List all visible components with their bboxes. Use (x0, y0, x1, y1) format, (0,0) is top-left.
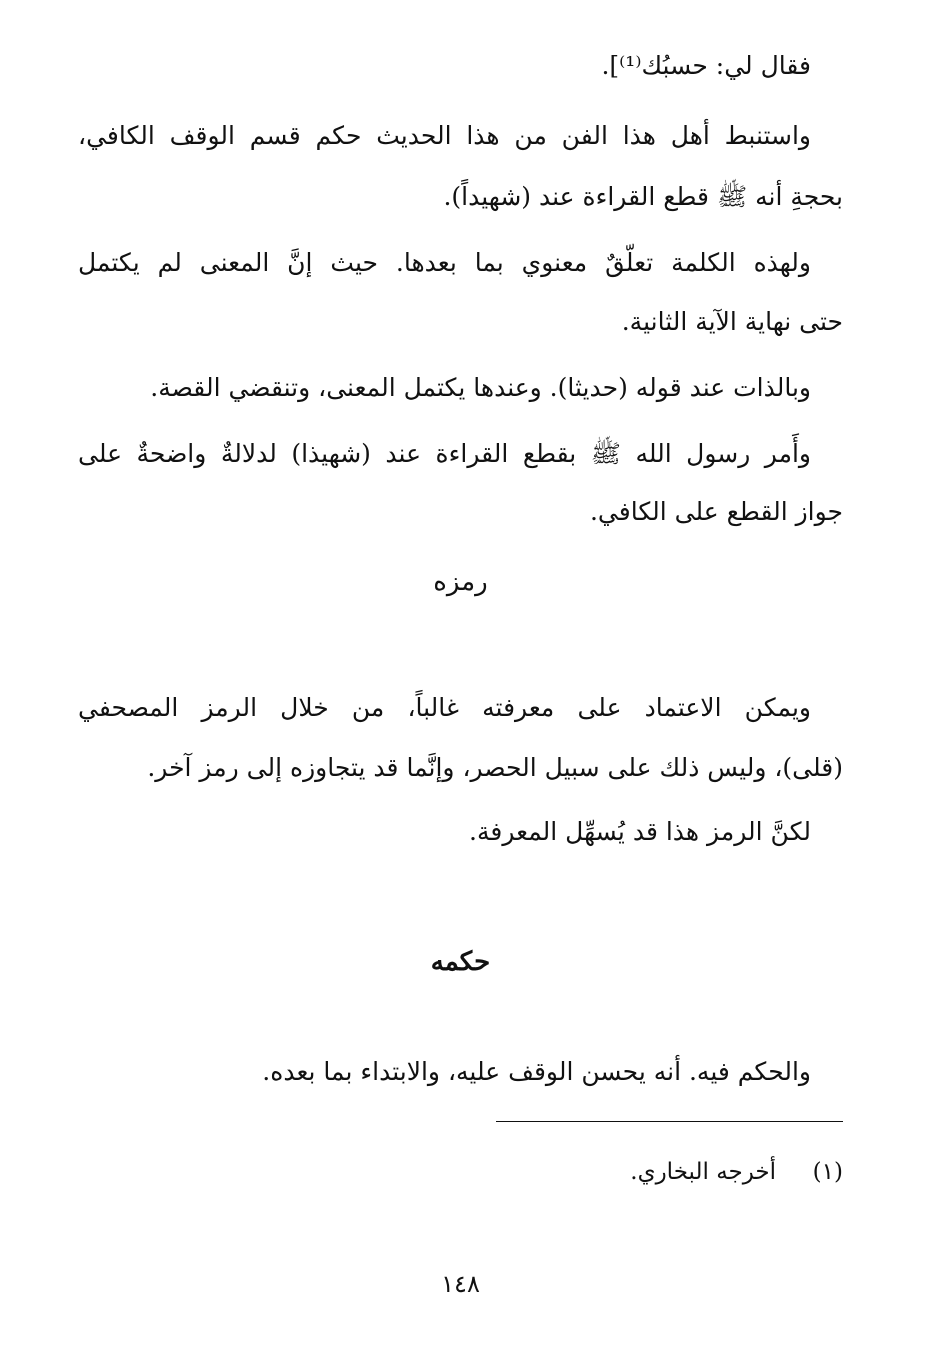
paragraph-5-line-1: وأَمر رسول الله ﷺ بقطع القراءة عند (شهيذا) لدلالةٌ واضحةٌ على (78, 439, 811, 468)
footnote-divider (496, 1121, 843, 1122)
section-1-line-2: (قلى)، وليس ذلك على سبيل الحصر، وإنَّما قد يتجاوزه إلى رمز آخر. (147, 753, 843, 782)
footnote (78, 1152, 843, 1192)
section-1-line-3: لكنَّ الرمز هذا قد يُسهِّل المعرفة. (469, 817, 811, 846)
paragraph-4-line-1: وبالذات عند قوله (حديثا). وعندها يكتمل المعنى، وتنقضي القصة. (150, 373, 811, 402)
paragraph-1-line-1 (78, 46, 843, 86)
footnote-marker: (١) (812, 1159, 843, 1185)
section-heading-ruling: حكمه (430, 947, 491, 977)
section-2-line-1: والحكم فيه. أنه يحسن الوقف عليه، والابتداء بما بعده. (262, 1057, 811, 1086)
paragraph-2-line-1: واستنبط أهل هذا الفن من هذا الحديث حكم قسم الوقف الكافي، (78, 121, 811, 150)
section-1-line-1: ويمكن الاعتماد على معرفته غالباً، من خلال الرمز المصحفي (78, 693, 811, 722)
paragraph-2-line-2: بحجةِ أنه ﷺ قطع القراءة عند (شهيداً). (443, 182, 843, 211)
section-heading-symbol: رمزه (433, 567, 488, 597)
paragraph-3-line-2: حتى نهاية الآية الثانية. (621, 307, 843, 336)
page-number: ١٤٨ (441, 1270, 480, 1298)
paragraph-5-line-2: جواز القطع على الكافي. (589, 497, 843, 526)
paragraph-3-line-1: ولهذه الكلمة تعلّقٌ معنوي بما بعدها. حيث إنَّ المعنى لم يكتمل (78, 248, 811, 277)
text: فقال لي: حسبُك⁽¹⁾]. (601, 51, 811, 80)
footnote-text: أخرجه البخاري. (630, 1159, 777, 1185)
